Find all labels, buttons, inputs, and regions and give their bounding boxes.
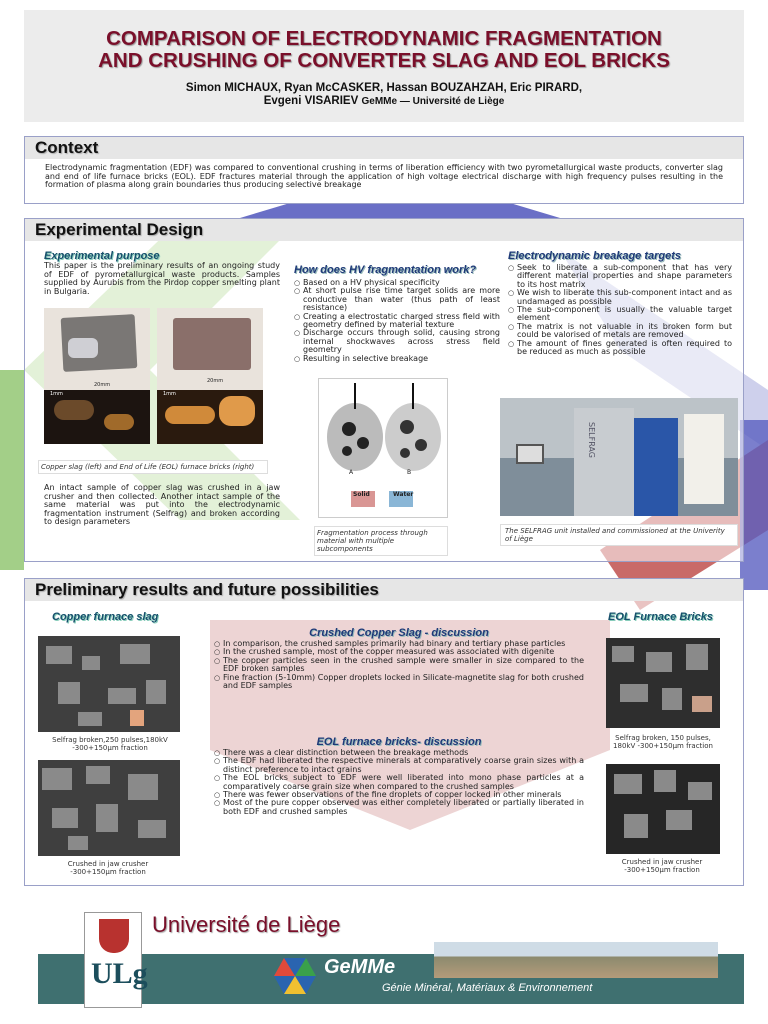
list-item: ○ The amount of fines generated is often required to be reduced as much as possible (508, 340, 732, 357)
crest-icon (99, 919, 129, 953)
university-logo (84, 912, 148, 1008)
list-item: ○ We wish to liberate this sub-component intact and as undamaged as possible (508, 289, 732, 306)
list-item: ○ The sub-component is usually the valuable target element (508, 306, 732, 323)
eol-bullets (214, 749, 584, 816)
copper-bullets (214, 640, 584, 690)
bricks-caption-1: Selfrag broken, 150 pulses, 180kV -300+150µm fraction (613, 734, 713, 750)
slag-crushed-micrograph (38, 760, 180, 856)
hv-bullets (294, 279, 500, 363)
method-text: An intact sample of copper slag was crushed in a jaw crusher and then collected. Another intact sample of the same material was put into the electrodynamic fragmentation instrument (Selfrag) and broken according to design parameters (44, 483, 280, 527)
context-section (24, 136, 744, 204)
diagram-label-a: A (349, 469, 354, 476)
hv-heading: How does HV fragmentation work? (294, 264, 477, 276)
scale-label: 1mm (50, 391, 63, 397)
list-item: ○ There was a clear distinction between the breakage methods (214, 749, 584, 757)
eol-discussion (214, 736, 584, 816)
list-item: ○ Discharge occurs through solid, causing strong internal shockwaves across stress field geometry (294, 329, 500, 354)
list-item: ○ The EOL bricks subject to EDF were well liberated into mono phase particles at a comparatively coarse grain size when compared to the crushed samples (214, 774, 584, 791)
copper-discussion (214, 627, 584, 690)
context-text: Electrodynamic fragmentation (EDF) was compared to conventional crushing in terms of liberation efficiency with two pyrometallurgical waste products, converter slag and end of life furnace bricks (EOL). EDF fractures material through the application of high voltage electrical discharge with high frequency pulses resulting in the formation of plasma along grain boundaries thus producing selective breakage (45, 163, 723, 190)
list-item: ○ In the crushed sample, most of the copper measured was associated with digenite (214, 648, 584, 656)
affiliation: GeMMe — Université de Liège (361, 96, 505, 107)
brick-micrograph (157, 390, 263, 444)
purpose-block (44, 250, 280, 296)
slag-caption-1: Selfrag broken,250 pulses,180kV -300+150µm fraction (52, 736, 168, 752)
selfrag-photo (500, 398, 738, 516)
eol-heading: EOL furnace bricks- discussion (316, 736, 482, 748)
university-name: Université de Liège (152, 912, 341, 937)
slag-micrograph (44, 390, 150, 444)
targets-heading: Electrodynamic breakage targets (508, 250, 682, 262)
bricks-heading: EOL Furnace Bricks (608, 611, 713, 623)
diagram-label-b: B (407, 469, 412, 476)
scale-label: 20mm (94, 382, 111, 388)
diagram-water: Water (393, 491, 414, 498)
selfrag-caption: The SELFRAG unit installed and commissioned at the Univerity of Liège (500, 524, 738, 546)
authors: Simon MICHAUX, Ryan McCASKER, Hassan BOUZAHZAH, Eric PIRARD, Evgeni VISARIEV GeMMe — Université de Liège (185, 82, 583, 107)
gemme-subtitle: Génie Minéral, Matériaux & Environnement (382, 982, 593, 994)
list-item: ○ The copper particles seen in the crushed sample were smaller in size compared to the EDF broken samples (214, 657, 584, 674)
slag-sample-photo (44, 308, 150, 390)
list-item: ○ Based on a HV physical specificity (294, 279, 500, 287)
targets-block (508, 250, 732, 356)
list-item: ○ Resulting in selective breakage (294, 355, 500, 363)
copper-heading: Crushed Copper Slag - discussion (309, 627, 489, 639)
list-item: ○ In comparison, the crushed samples primarily had binary and tertiary phase particles (214, 640, 584, 648)
list-item: ○ The matrix is not valuable in its broken form but could be valorised of metals are removed (508, 323, 732, 340)
brick-sample-photo (157, 308, 263, 390)
bricks-caption-2: Crushed in jaw crusher -300+150µm fraction (621, 858, 703, 874)
samples-caption: Copper slag (left) and End of Life (EOL) furnace bricks (right) (38, 460, 268, 474)
slag-caption-2: Crushed in jaw crusher -300+150µm fraction (67, 860, 149, 876)
list-item: ○ Seek to liberate a sub-component that has very different material properties and shape parameters to its host matrix (508, 264, 732, 289)
slag-heading: Copper furnace slag (52, 611, 159, 623)
city-photo (434, 942, 718, 978)
bricks-crushed-micrograph (606, 764, 720, 854)
scale-label: 20mm (207, 378, 224, 384)
logo-text: ULg (91, 957, 148, 990)
gemme-name: GeMMe (324, 956, 396, 978)
gemme-logo-icon (272, 956, 318, 996)
poster-title: COMPARISON OF ELECTRODYNAMIC FRAGMENTATION AND CRUSHING OF CONVERTER SLAG AND EOL BRICKS (98, 27, 670, 72)
scale-label: 1mm (163, 391, 176, 397)
hv-block (294, 264, 500, 363)
list-item: ○ There was fewer observations of the fine droplets of copper locked in other minerals (214, 791, 584, 799)
list-item: ○ Fine fraction (5-10mm) Copper droplets locked in Silicate-magnetite slag for both crushed and EDF samples (214, 674, 584, 691)
diagram-solid: Solid (353, 491, 370, 498)
selfrag-brand: SELFRAG (587, 422, 596, 458)
list-item: ○ Most of the pure copper observed was either completely liberated or partially liberated in both EDF and crushed samples (214, 799, 584, 816)
context-heading: Context (25, 137, 743, 159)
fragmentation-diagram (318, 378, 448, 518)
results-heading: Preliminary results and future possibilities (25, 579, 743, 601)
list-item: ○ Creating a electrostatic charged stress field with geometry defined by material texture (294, 313, 500, 330)
list-item: ○ At short pulse rise time target solids are more conductive than water (thus path of least resistance) (294, 287, 500, 312)
purpose-heading: Experimental purpose (44, 250, 160, 262)
title-block (24, 10, 744, 122)
diagram-caption: Fragmentation process through material with multiple subcomponents (314, 526, 448, 556)
targets-bullets (508, 264, 732, 356)
list-item: ○ The EDF had liberated the respective minerals at comparatively coarse grain sizes with a distinct preference to intact grains (214, 757, 584, 774)
purpose-text: This paper is the preliminary results of an ongoing study of EDF of pyrometallurgical waste products. Samples supplied by Aurubis from the Pirdop copper smelting plant in Bulgaria. (44, 261, 280, 296)
bricks-edf-micrograph (606, 638, 720, 728)
diagram-graphic (319, 379, 447, 517)
design-heading: Experimental Design (25, 219, 743, 241)
slag-edf-micrograph (38, 636, 180, 732)
